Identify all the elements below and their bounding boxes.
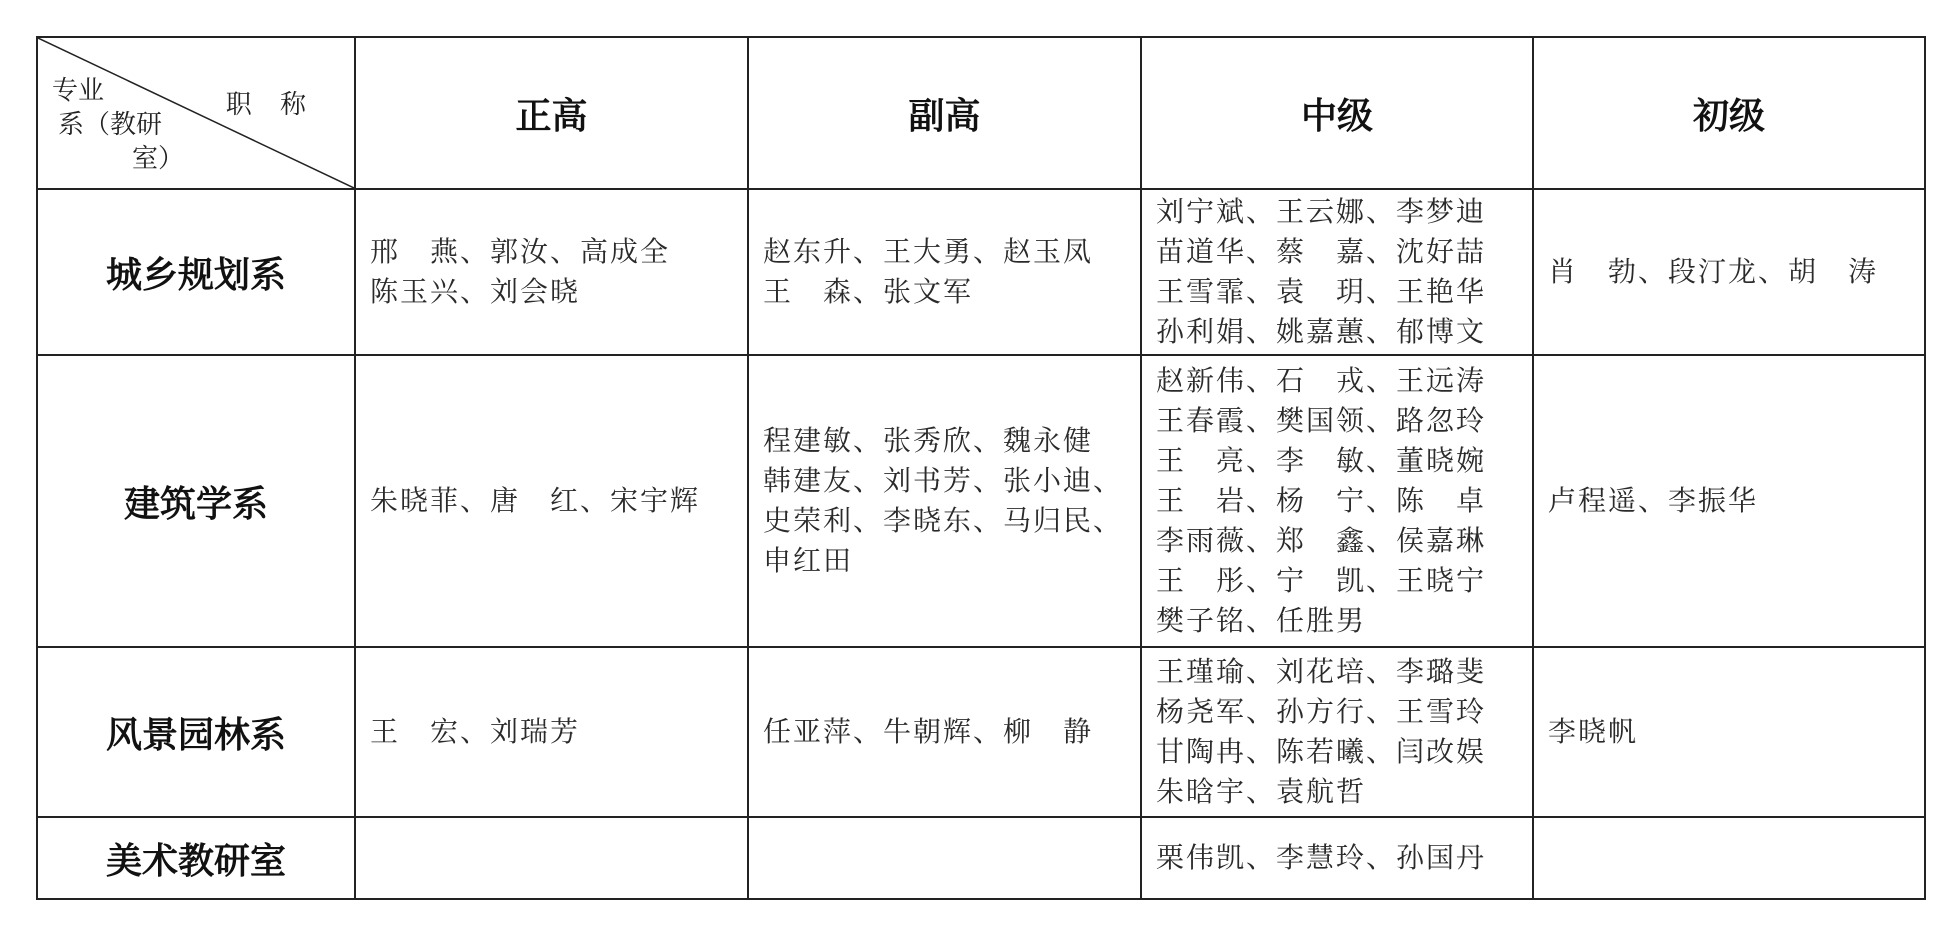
name-line: 王雪霏、袁 玥、王艳华 xyxy=(1156,275,1487,308)
names-cell-fugao xyxy=(748,355,1141,647)
name-line: 陈玉兴、刘会晓 xyxy=(370,275,581,308)
row-header-line3: 室） xyxy=(132,144,185,174)
names-cell-zhenggao xyxy=(355,817,748,899)
dept-name: 风景园林系 xyxy=(37,647,355,817)
name-line: 王 亮、李 敏、董晓婉 xyxy=(1156,444,1487,477)
name-line: 赵新伟、石 戎、王远涛 xyxy=(1156,364,1487,397)
name-line: 杨尧军、孙方行、王雪玲 xyxy=(1156,695,1487,728)
table-row xyxy=(37,355,1925,647)
names-cell-zhenggao xyxy=(355,189,748,355)
name-line: 王 宏、刘瑞芳 xyxy=(370,715,581,748)
col-header-fugao: 副高 xyxy=(748,37,1141,189)
table-row xyxy=(37,817,1925,899)
names-cell-fugao xyxy=(748,189,1141,355)
name-line: 程建敏、张秀欣、魏永健 xyxy=(763,424,1094,457)
names-cell-fugao xyxy=(748,647,1141,817)
table-row xyxy=(37,647,1925,817)
corner-cell xyxy=(37,37,355,189)
row-header-label xyxy=(52,74,184,176)
name-line: 孙利娟、姚嘉蕙、郁博文 xyxy=(1156,315,1487,348)
name-line: 申红田 xyxy=(763,544,854,577)
names-cell-chuji xyxy=(1533,189,1925,355)
name-line: 卢程遥、李振华 xyxy=(1548,484,1759,517)
names-cell-chuji xyxy=(1533,355,1925,647)
dept-name: 建筑学系 xyxy=(37,355,355,647)
names-cell-zhongji xyxy=(1141,647,1533,817)
header-row xyxy=(37,37,1925,189)
table-body xyxy=(37,189,1925,899)
name-line: 肖 勃、段汀龙、胡 涛 xyxy=(1548,255,1879,288)
names-cell-zhongji xyxy=(1141,817,1533,899)
name-line: 王 岩、杨 宁、陈 卓 xyxy=(1156,484,1487,517)
col-header-zhongji: 中级 xyxy=(1141,37,1533,189)
table-row xyxy=(37,189,1925,355)
names-cell-zhenggao xyxy=(355,647,748,817)
name-line: 苗道华、蔡 嘉、沈好喆 xyxy=(1156,235,1487,268)
names-cell-chuji xyxy=(1533,647,1925,817)
names-cell-fugao xyxy=(748,817,1141,899)
name-line: 朱晗宇、袁航哲 xyxy=(1156,775,1367,808)
name-line: 樊子铭、任胜男 xyxy=(1156,604,1367,637)
names-cell-zhongji xyxy=(1141,355,1533,647)
name-line: 任亚萍、牛朝辉、柳 静 xyxy=(763,715,1094,748)
name-line: 邢 燕、郭汝、高成全 xyxy=(370,235,671,268)
name-line: 栗伟凯、李慧玲、孙国丹 xyxy=(1156,841,1487,874)
staff-title-table xyxy=(36,36,1926,900)
names-cell-chuji xyxy=(1533,817,1925,899)
name-line: 李晓帆 xyxy=(1548,715,1639,748)
name-line: 李雨薇、郑 鑫、侯嘉琳 xyxy=(1156,524,1487,557)
dept-name: 城乡规划系 xyxy=(37,189,355,355)
names-cell-zhenggao xyxy=(355,355,748,647)
name-line: 赵东升、王大勇、赵玉凤 xyxy=(763,235,1094,268)
name-line: 史荣利、李晓东、马归民、 xyxy=(763,504,1124,537)
col-header-label: 职 称 xyxy=(225,90,316,120)
row-header-line1: 专业 xyxy=(52,76,105,106)
col-header-zhenggao: 正高 xyxy=(355,37,748,189)
dept-name: 美术教研室 xyxy=(37,817,355,899)
row-header-line2: 系（教研 xyxy=(58,110,163,140)
name-line: 王瑾瑜、刘花培、李璐斐 xyxy=(1156,655,1487,688)
col-header-chuji: 初级 xyxy=(1533,37,1925,189)
name-line: 王 彤、宁 凯、王晓宁 xyxy=(1156,564,1487,597)
name-line: 韩建友、刘书芳、张小迪、 xyxy=(763,464,1124,497)
names-cell-zhongji xyxy=(1141,189,1533,355)
name-line: 朱晓菲、唐 红、宋宇辉 xyxy=(370,484,701,517)
name-line: 王 森、张文军 xyxy=(763,275,974,308)
name-line: 甘陶冉、陈若曦、闫改娱 xyxy=(1156,735,1487,768)
name-line: 刘宁斌、王云娜、李梦迪 xyxy=(1156,195,1487,228)
name-line: 王春霞、樊国领、路忽玲 xyxy=(1156,404,1487,437)
